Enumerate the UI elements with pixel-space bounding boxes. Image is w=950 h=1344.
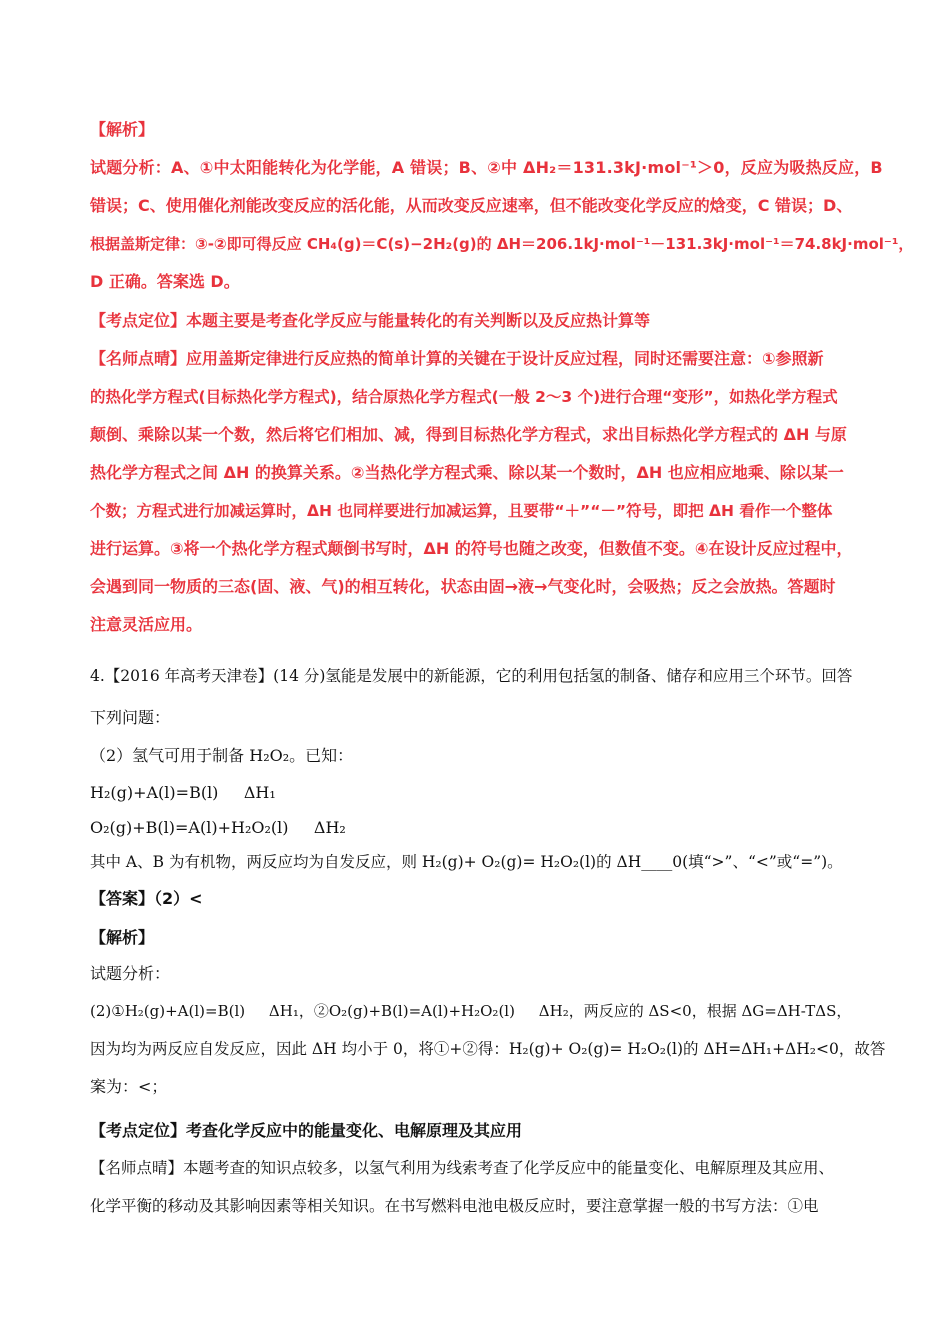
mingshi-1-line-7: 会遇到同一物质的三态(固、液、气)的相互转化，状态由固→液→气变化时，会吸热；反之会放热。答题时: [90, 577, 836, 596]
mingshi-2-line-1: 【名师点晴】本题考查的知识点较多，以氢气利用为线索考查了化学反应中的能量变化、电解原理及其应用、: [90, 1159, 835, 1177]
equation-1: H₂(g)+A(l)=B(l) ΔH₁: [90, 783, 276, 802]
analysis-2-line-1: (2)①H₂(g)+A(l)=B(l) ΔH₁，②O₂(g)+B(l)=A(l)+H₂O₂(l) ΔH₂，两反应的 ΔS<0，根据 ΔG=ΔH-TΔS，: [90, 1002, 852, 1020]
mingshi-1-line-2: 的热化学方程式(目标热化学方程式)，结合原热化学方程式(一般 2～3 个)进行合理“变形”，如热化学方程式: [90, 388, 838, 406]
mingshi-1-line-4: 热化学方程式之间 ΔH 的换算关系。②当热化学方程式乘、除以某一个数时，ΔH 也应相应地乘、除以某一: [90, 463, 844, 482]
analysis-line-1: 试题分析：A、①中太阳能转化为化学能，A 错误；B、②中 ΔH₂＝131.3kJ·mol⁻¹＞0，反应为吸热反应，B: [90, 158, 883, 177]
equation-2: O₂(g)+B(l)=A(l)+H₂O₂(l) ΔH₂: [90, 818, 346, 837]
mingshi-1-line-5: 个数；方程式进行加减运算时，ΔH 也同样要进行加减运算，且要带“＋”“－”符号，即把 ΔH 看作一个整体: [90, 502, 833, 520]
mingshi-1-line-8: 注意灵活应用。: [90, 615, 203, 634]
analysis-line-3: 根据盖斯定律：③-②即可得反应 CH₄(g)＝C(s)−2H₂(g)的 ΔH＝206.1kJ·mol⁻¹－131.3kJ·mol⁻¹＝74.8kJ·mol⁻¹，: [90, 235, 914, 253]
mingshi-1-line-6: 进行运算。③将一个热化学方程式颠倒书写时，ΔH 的符号也随之改变，但数值不变。④在设计反应过程中，: [90, 539, 853, 558]
analysis-heading: 【解析】: [90, 120, 155, 139]
question-stem-line-1: 4.【2016 年高考天津卷】(14 分)氢能是发展中的新能源，它的利用包括氢的制备、储存和应用三个环节。回答: [90, 667, 853, 685]
analysis-2-label: 试题分析：: [90, 964, 171, 983]
question-sub: （2）氢气可用于制备 H₂O₂。已知：: [90, 746, 354, 765]
analysis-2-heading: 【解析】: [90, 928, 155, 947]
mingshi-1-line-3: 颠倒、乘除以某一个数，然后将它们相加、减，得到目标热化学方程式，求出目标热化学方程式的 ΔH 与原: [90, 425, 847, 444]
kaodian-1: 【考点定位】本题主要是考查化学反应与能量转化的有关判断以及反应热计算等: [90, 311, 651, 330]
mingshi-2-line-2: 化学平衡的移动及其影响因素等相关知识。在书写燃料电池电极反应时，要注意掌握一般的书写方法：①电: [90, 1197, 819, 1215]
question-ask: 其中 A、B 为有机物，两反应均为自发反应，则 H₂(g)+ O₂(g)= H₂O₂(l)的 ΔH____0(填“>”、“<”或“=”)。: [90, 853, 843, 871]
analysis-line-2: 错误；C、使用催化剂能改变反应的活化能，从而改变反应速率，但不能改变化学反应的焓变，C 错误；D、: [90, 196, 853, 215]
analysis-2-line-3: 案为：<；: [90, 1077, 168, 1096]
mingshi-1-line-1: 【名师点晴】应用盖斯定律进行反应热的简单计算的关键在于设计反应过程，同时还需要注意：①参照新: [90, 349, 824, 368]
analysis-2-line-2: 因为均为两反应自发反应，因此 ΔH 均小于 0，将①+②得：H₂(g)+ O₂(g)= H₂O₂(l)的 ΔH=ΔH₁+ΔH₂<0，故答: [90, 1040, 886, 1058]
analysis-line-4: D 正确。答案选 D。: [90, 272, 240, 291]
answer: 【答案】（2）<: [90, 889, 203, 908]
question-stem-line-2: 下列问题：: [90, 708, 171, 727]
kaodian-2: 【考点定位】考查化学反应中的能量变化、电解原理及其应用: [90, 1121, 523, 1140]
